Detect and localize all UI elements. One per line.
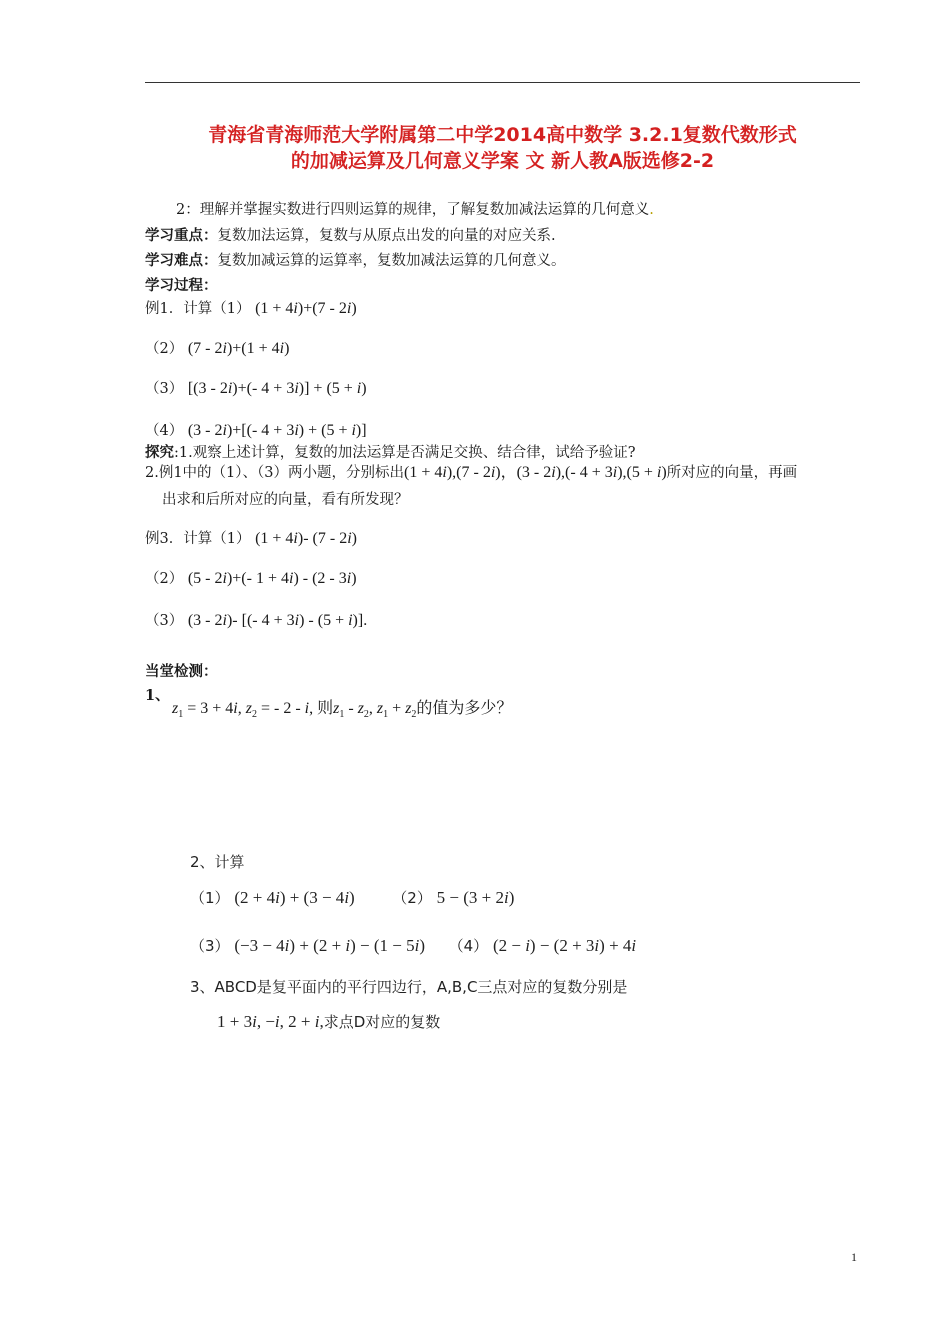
explore-q1: 探究:1.观察上述计算，复数的加法运算是否满足交换、结合律，试给予验证? — [145, 444, 636, 461]
learning-goal-2: 2：理解并掌握实数进行四则运算的规律，了解复数加减法运算的几何意义. — [176, 202, 654, 218]
example1-part1: 例1．计算（1） (1 + 4i)+(7 - 2i) — [145, 300, 357, 317]
expr-e1-3: [(3 - 2i)+(- 4 + 3i)] + (5 + i) — [187, 380, 367, 397]
document-title — [145, 122, 860, 174]
expr-e1-4: (3 - 2i)+[(- 4 + 3i) + (5 + i)] — [187, 422, 367, 439]
check-q1: $z_1 = 3 + 4i$, $z_2$ = - 2 - i, 则$z_1 - z_2$, $z_1 + z_2$的值为多少？ — [172, 698, 513, 721]
explore-q2: 2.例1中的（1）、（3）两小题，分别标出(1 + 4i),(7 - 2i)，(3 - 2i),(- 4 + 3i),(5 + i)所对应的向量，再画 — [145, 464, 798, 481]
expr-e3-2: (5 - 2i)+(- 1 + 4i) - (2 - 3i) — [187, 570, 357, 587]
explore-q2-cont: 出求和后所对应的向量，看有所发现？ — [162, 492, 409, 508]
example3-part3: （3） (3 - 2i)- [(- 4 + 3i) - (5 + i)]. — [145, 612, 368, 629]
difficulty-point — [145, 251, 566, 271]
expr-e3-3: (3 - 2i)- [(- 4 + 3i) - (5 + i)]. — [187, 612, 368, 629]
example1-part2: （2） (7 - 2i)+(1 + 4i) — [145, 340, 290, 357]
page-number: 1 — [851, 1250, 857, 1264]
check-q2-heading: 2、计算 — [190, 853, 245, 871]
title-line-1: 青海省青海师范大学附属第二中学2014高中数学 3.2.1复数代数形式 — [208, 124, 797, 146]
example3-part1: 例3．计算（1） (1 + 4i)- (7 - 2i) — [145, 530, 357, 547]
key-point-label: 学习重点： — [145, 227, 218, 244]
expr-check-2-3: (−3 − 4i) + (2 + i) − (1 − 5i) — [234, 936, 426, 955]
explore-label: 探究 — [145, 444, 174, 461]
check-q1-number: 1、 — [145, 687, 170, 704]
check-q2-row1: （1） (2 + 4i) + (3 − 4i) （2） 5 − (3 + 2i) — [190, 888, 515, 907]
check-q3-cont: 1 + 3i, −i, 2 + i,求点D对应的复数 — [217, 1012, 441, 1031]
expr-check-2-2: 5 − (3 + 2i) — [436, 888, 515, 907]
example1-part3: （3） [(3 - 2i)+(- 4 + 3i)] + (5 + i) — [145, 380, 367, 397]
check-q3: 3、ABCD是复平面内的平行四边行，A,B,C三点对应的复数分别是 — [190, 978, 628, 996]
expr-check-2-1: (2 + 4i) + (3 − 4i) — [234, 888, 355, 907]
title-line-2: 的加减运算及几何意义学案 文 新人教A版选修2-2 — [290, 150, 715, 172]
difficulty-text: 复数加减运算的运算率，复数加减法运算的几何意义。 — [217, 253, 566, 269]
expr-e1-2: (7 - 2i)+(1 + 4i) — [187, 340, 290, 357]
header-rule — [145, 82, 860, 83]
key-point-text: 复数加法运算，复数与从原点出发的向量的对应关系. — [217, 228, 556, 244]
example1-part4: （4） (3 - 2i)+[(- 4 + 3i) + (5 + i)] — [145, 422, 367, 439]
expr-vectors: (1 + 4i),(7 - 2i)，(3 - 2i),(- 4 + 3i),(5 + i) — [404, 464, 667, 481]
expr-check-3: 1 + 3i, −i, 2 + i, — [217, 1012, 324, 1031]
check-heading: 当堂检测： — [145, 663, 218, 680]
check-q2-row2: （3） (−3 − 4i) + (2 + i) − (1 − 5i) （4） (2 − i) − (2 + 3i) + 4i — [190, 936, 637, 955]
expr-e3-1: (1 + 4i)- (7 - 2i) — [255, 530, 357, 547]
example3-part2: （2） (5 - 2i)+(- 1 + 4i) - (2 - 3i) — [145, 570, 357, 587]
expr-check-2-4: (2 − i) − (2 + 3i) + 4i — [492, 936, 637, 955]
expr-e1-1: (1 + 4i)+(7 - 2i) — [255, 300, 357, 317]
expr-check-1: $z_1 = 3 + 4i$, $z_2$ = - 2 - i, 则$z_1 - z_2$, $z_1 + z_2$ — [172, 700, 417, 721]
key-point — [145, 226, 556, 246]
difficulty-label: 学习难点： — [145, 252, 218, 269]
process-heading: 学习过程： — [145, 277, 218, 294]
